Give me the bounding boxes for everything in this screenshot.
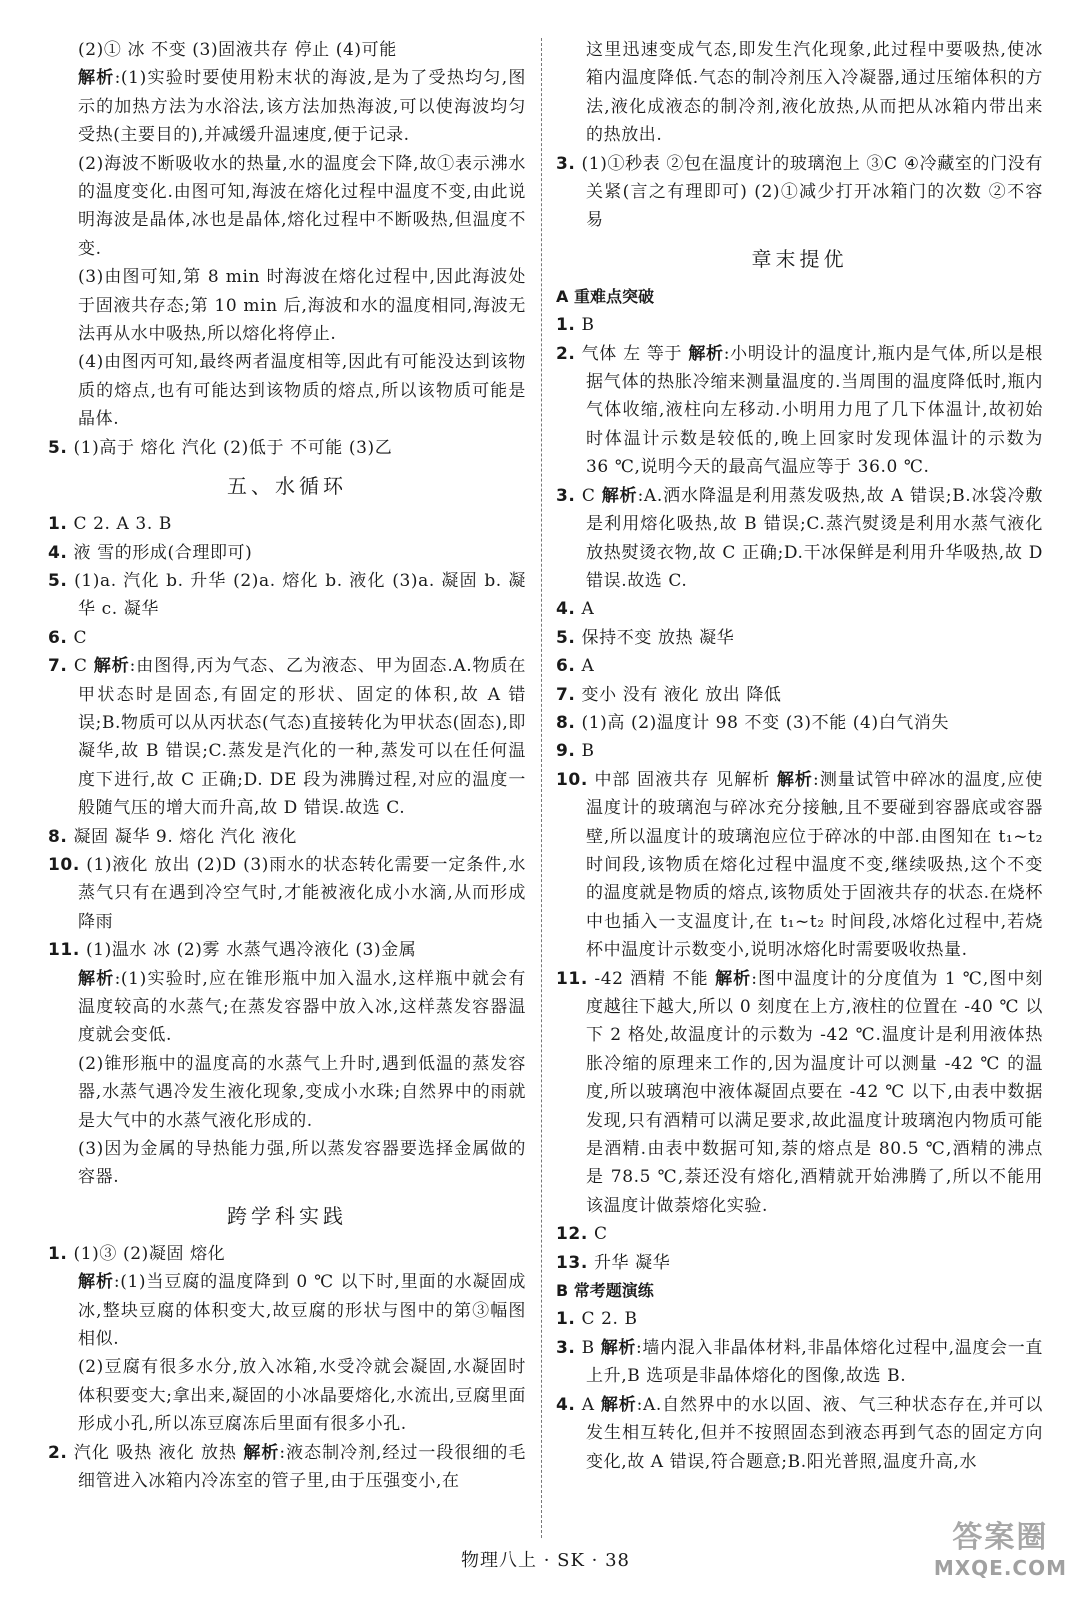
item-number: 6. — [556, 656, 576, 677]
item-number: 10. — [556, 769, 588, 790]
answer-item — [556, 595, 1043, 623]
watermark-logo: 答案圈 — [952, 1520, 1049, 1555]
answer-paragraph — [48, 36, 526, 64]
answer-text: C — [581, 485, 602, 506]
item-number: 5. — [48, 437, 68, 458]
answer-item — [556, 1334, 1043, 1391]
answer-paragraph — [48, 965, 526, 1050]
body-text: :(1)实验时要使用粉末状的海波,是为了受热均匀,图示的加热方法为水浴法,该方法加热海波,可以使海波均匀受热(主要目的),并减缓升温速度,便于记录. — [78, 68, 527, 146]
item-number: 4. — [556, 1394, 576, 1415]
answer-paragraph — [48, 1353, 526, 1438]
body-text: (2)① 冰 不变 (3)固液共存 停止 (4)可能 — [78, 40, 397, 60]
answer-item — [556, 652, 1043, 680]
answer-item — [48, 652, 526, 822]
body-text: (1)①秒表 ②包在温度计的玻璃泡上 ③C ④冷藏室的门没有关紧(言之有理即可) (2)①减少打开冰箱门的次数 ②不容易 — [581, 153, 1043, 231]
answer-paragraph — [48, 1135, 526, 1192]
item-number: 11. — [48, 940, 80, 961]
answer-item — [556, 681, 1043, 709]
body-text: (2)海波不断吸收水的热量,水的温度会下降,故①表示沸水的温度变化.由图可知,海波在熔化过程中温度不变,由此说明海波是晶体,冰也是晶体,熔化过程中不断吸热,但温度不变. — [78, 153, 526, 259]
section-heading: 跨学科实践 — [227, 1203, 347, 1228]
right-column — [556, 36, 1043, 1476]
analysis-label: 解析 — [78, 68, 115, 89]
answer-item — [48, 1240, 526, 1268]
analysis-label: 解析 — [93, 656, 130, 677]
subsection-heading: A 重难点突破 — [556, 286, 654, 306]
answer-paragraph — [48, 348, 526, 433]
body-text: 这里迅速变成气态,即发生汽化现象,此过程中要吸热,使冰箱内温度降低.气态的制冷剂压入冷凝器,通过压缩体积的方法,液化成液态的制冷剂,液化放热,从而把从冰箱内带出来的热放出. — [586, 40, 1043, 146]
answer-item — [48, 936, 526, 964]
watermark — [934, 1512, 1067, 1580]
analysis-label: 解析 — [715, 968, 752, 989]
answer-item — [556, 150, 1043, 235]
answer-paragraph — [48, 1268, 526, 1353]
item-number: 1. — [556, 315, 576, 336]
body-text: 升华 凝华 — [593, 1252, 671, 1273]
body-text: C — [73, 627, 88, 648]
column-divider — [541, 38, 542, 1538]
watermark-url: MXQE.COM — [933, 1556, 1067, 1580]
body-text: (2)锥形瓶中的温度高的水蒸气上升时,遇到低温的蒸发容器,水蒸气遇冷发生液化现象,变成小水珠;自然界中的雨就是大气中的水蒸气液化形成的. — [78, 1053, 526, 1131]
answer-paragraph — [48, 150, 526, 264]
answer-item — [556, 340, 1043, 482]
answer-item — [556, 1305, 1043, 1333]
body-text: :由图得,丙为气态、乙为液态、甲为固态.A.物质在甲状态时是固态,有固定的形状、固定的体积,故 A 错误;B.物质可以从丙状态(气态)直接转化为甲状态(固态),即凝华,故 B 错误;C.蒸发是汽化的一种,蒸发可以在任何温度下进行,故 C 正确;D. DE 段为沸腾过程,对应的温度一般随气压的增大而升高,故 D 错误.故选 C. — [78, 656, 526, 819]
answer-text: 汽化 吸热 液化 放热 — [73, 1442, 244, 1463]
answer-item — [48, 434, 526, 462]
item-number: 9. — [556, 741, 576, 762]
body-text: (1)③ (2)凝固 熔化 — [73, 1243, 226, 1264]
body-text: :液态制冷剂,经过一段很细的毛细管进入冰箱内冷冻室的管子里,由于压强变小,在 — [78, 1442, 526, 1492]
answer-text: B — [581, 1337, 601, 1358]
item-number: 8. — [556, 712, 576, 733]
body-text: (1)温水 冰 (2)雾 水蒸气遇冷液化 (3)金属 — [85, 940, 417, 961]
answer-item — [556, 766, 1043, 965]
answer-text: 气体 左 等于 — [581, 343, 689, 364]
item-number: 7. — [48, 656, 68, 677]
analysis-label: 解析 — [600, 1394, 637, 1415]
analysis-label: 解析 — [78, 968, 115, 989]
body-text: C — [593, 1224, 608, 1245]
body-text: A — [581, 599, 595, 620]
answer-item — [556, 737, 1043, 765]
answer-item — [48, 851, 526, 936]
page-footer: 物理八上 · SK · 38 — [460, 1550, 630, 1571]
analysis-label: 解析 — [78, 1272, 114, 1293]
answer-paragraph — [48, 1050, 526, 1135]
item-number: 4. — [48, 542, 68, 563]
subsection-heading: B 常考题演练 — [556, 1281, 654, 1301]
item-number: 6. — [48, 627, 68, 648]
analysis-label: 解析 — [776, 769, 814, 790]
body-text: :图中温度计的分度值为 1 ℃,图中刻度越往下越大,所以 0 刻度在上方,液柱的位置在 -40 ℃ 以下 2 格处,故温度计的示数为 -42 ℃.温度计是利用液体热胀冷缩的原理来工作的,因为温度计可以测量 -42 ℃ 的温度,所以玻璃泡中液体凝固点要在 -42 ℃ 以下,由表中数据发现,只有酒精可以满足要求,故此温度计玻璃泡内物质可能是酒精.由表中数据可知,萘的熔点是 80.5 ℃,酒精的沸点是 78.5 ℃,萘还没有熔化,酒精就开始沸腾了,所以不能用该温度计做萘熔化实验. — [586, 968, 1044, 1216]
item-number: 2. — [48, 1442, 68, 1463]
body-text: (3)由图可知,第 8 min 时海波在熔化过程中,因此海波处于固液共存态;第 10 min 后,海波和水的温度相同,海波无法再从水中吸热,所以熔化将停止. — [78, 267, 526, 345]
analysis-label: 解析 — [688, 343, 724, 364]
body-text: (1)高 (2)温度计 98 不变 (3)不能 (4)白气消失 — [581, 712, 950, 733]
body-text: :(1)实验时,应在锥形瓶中加入温水,这样瓶中就会有温度较高的水蒸气;在蒸发容器中放入冰,这样蒸发容器温度就会变低. — [78, 968, 527, 1046]
item-number: 2. — [556, 343, 576, 364]
body-text: C 2. A 3. B — [73, 514, 172, 535]
item-number: 5. — [556, 627, 576, 648]
item-number: 8. — [48, 826, 68, 847]
analysis-label: 解析 — [600, 1337, 637, 1358]
body-text: :(1)当豆腐的温度降到 0 ℃ 以下时,里面的水凝固成冰,整块豆腐的体积变大,故豆腐的形状与图中的第③幅图相似. — [78, 1272, 526, 1350]
answer-item — [48, 1439, 526, 1496]
answer-item — [48, 510, 526, 538]
answer-paragraph — [556, 36, 1043, 150]
answer-item — [48, 539, 526, 567]
body-text: (1)高于 熔化 汽化 (2)低于 不可能 (3)乙 — [73, 437, 393, 458]
body-text: 保持不变 放热 凝华 — [581, 627, 735, 648]
body-text: A — [581, 656, 595, 677]
section-heading: 章末提优 — [751, 246, 848, 271]
answer-item — [556, 709, 1043, 737]
body-text: (1)a. 汽化 b. 升华 (2)a. 熔化 b. 液化 (3)a. 凝固 b. 凝华 c. 凝华 — [74, 570, 526, 620]
body-text: (2)豆腐有很多水分,放入冰箱,水受冷就会凝固,水凝固时体积要变大;拿出来,凝固的小冰晶要熔化,水流出,豆腐里面形成小孔,所以冻豆腐冻后里面有很多小孔. — [78, 1357, 526, 1435]
answer-text: A — [581, 1394, 601, 1415]
analysis-label: 解析 — [243, 1442, 280, 1463]
section-heading: 五、水循环 — [227, 474, 347, 499]
answer-item — [48, 567, 526, 624]
body-text: (4)由图丙可知,最终两者温度相等,因此有可能没达到该物质的熔点,也有可能达到该物质的熔点,所以该物质可能是晶体. — [78, 352, 526, 430]
item-number: 10. — [48, 854, 80, 875]
item-number: 3. — [556, 153, 576, 174]
body-text: :测量试管中碎冰的温度,应使温度计的玻璃泡与碎冰充分接触,且不要碰到容器底或容器壁,所以温度计的玻璃泡应位于碎冰的中部.由图知在 t₁~t₂ 时间段,该物质在熔化过程中温度不变,继续吸热,这个不变的温度就是物质的熔点,该物质处于固液共存的状态.在烧杯中也插入一支温度计,在 t₁~t₂ 时间段,冰熔化过程中,若烧杯中温度计示数变小,说明冰熔化时需要吸收热量. — [586, 769, 1044, 961]
body-text: 液 雪的形成(合理即可) — [73, 542, 253, 563]
body-text: :墙内混入非晶体材料,非晶体熔化过程中,温度会一直上升,B 选项是非晶体熔化的图像,故选 B. — [586, 1337, 1043, 1387]
item-number: 1. — [48, 514, 68, 535]
item-number: 3. — [556, 485, 576, 506]
item-number: 7. — [556, 684, 576, 705]
body-text: B — [581, 315, 595, 336]
analysis-label: 解析 — [601, 485, 638, 506]
body-text: :小明设计的温度计,瓶内是气体,所以是根据气体的热胀冷缩来测量温度的.当周围的温度降低时,瓶内气体收缩,液柱向左移动.小明用力甩了几下体温计,故初始时体温计示数是较低的,晚上回家时发现体温计的示数为 36 ℃,说明今天的最高气温应等于 36.0 ℃. — [586, 343, 1044, 478]
answer-item — [556, 482, 1043, 596]
answer-item — [556, 311, 1043, 339]
body-text: :A.洒水降温是利用蒸发吸热,故 A 错误;B.冰袋冷敷是利用熔化吸热,故 B 错误;C.蒸汽熨烫是利用水蒸气液化放热熨烫衣物,故 C 正确;D.干冰保鲜是利用升华吸热,故 D 错误.故选 C. — [586, 485, 1043, 591]
item-number: 5. — [48, 570, 68, 591]
left-column — [48, 36, 526, 1496]
answer-item — [556, 1249, 1043, 1277]
answer-item — [48, 823, 526, 851]
body-text: C 2. B — [581, 1309, 638, 1330]
answer-item — [48, 624, 526, 652]
item-number: 13. — [556, 1252, 588, 1273]
answer-item — [556, 1391, 1043, 1476]
answer-paragraph — [48, 263, 526, 348]
answer-item — [556, 1220, 1043, 1248]
item-number: 1. — [48, 1243, 68, 1264]
item-number: 12. — [556, 1224, 588, 1245]
answer-text: -42 酒精 不能 — [594, 968, 716, 989]
item-number: 3. — [556, 1337, 576, 1358]
answer-text: 中部 固液共存 见解析 — [594, 769, 777, 790]
item-number: 4. — [556, 599, 576, 620]
answer-text: C — [73, 656, 94, 677]
item-number: 11. — [556, 968, 588, 989]
item-number: 1. — [556, 1309, 576, 1330]
body-text: B — [581, 741, 595, 762]
answer-item — [556, 624, 1043, 652]
body-text: 凝固 凝华 9. 熔化 汽化 液化 — [73, 826, 297, 847]
body-text: (3)因为金属的导热能力强,所以蒸发容器要选择金属做的容器. — [78, 1139, 526, 1188]
answer-paragraph — [48, 64, 526, 149]
answer-item — [556, 965, 1043, 1221]
body-text: (1)液化 放出 (2)D (3)雨水的状态转化需要一定条件,水蒸气只有在遇到冷空气时,才能被液化成小水滴,从而形成降雨 — [78, 854, 526, 932]
body-text: :A.自然界中的水以固、液、气三种状态存在,并可以发生相互转化,但并不按照固态到液态再到气态的固定方向变化,故 A 错误,符合题意;B.阳光普照,温度升高,水 — [586, 1394, 1044, 1472]
body-text: 变小 没有 液化 放出 降低 — [581, 684, 782, 705]
